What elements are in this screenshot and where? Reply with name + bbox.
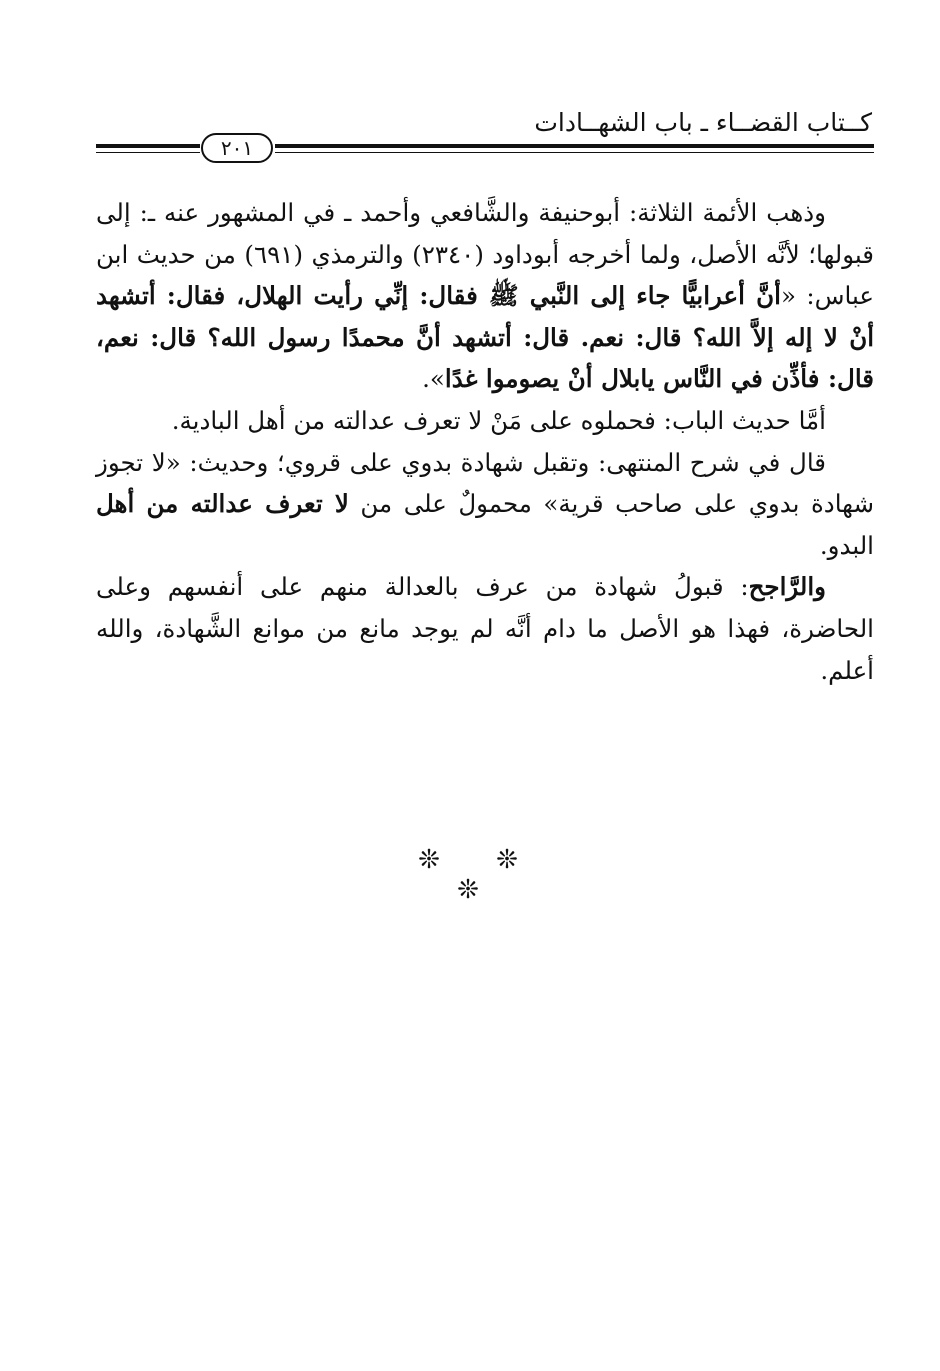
paragraph-3-bold: لا تعرف عدالته من أهل — [96, 489, 349, 519]
paragraph-3 — [96, 442, 874, 567]
paragraph-3-end: البدو. — [819, 530, 874, 560]
preferred-opinion-text: : قبولُ شهادة من عرف بالعدالة منهم على أنفسهم وعلى الحاضرة، فهذا هو الأصل ما دام أنَّه لم يوجد مانع من موانع الشَّهادة، والله أعلم. — [96, 572, 874, 685]
header-rule-right — [275, 144, 874, 153]
paragraph-3-intro: قال في شرح المنتهى: وتقبل شهادة بدوي على قروي؛ وحديث: «لا تجوز شهادة بدوي على صاحب قرية» محمولٌ على من — [96, 447, 874, 519]
section-separator-stars: ❊ ❊ ❊ — [418, 845, 542, 905]
body-text — [96, 192, 874, 691]
paragraph-1 — [96, 192, 874, 400]
paragraph-4 — [96, 566, 874, 691]
header-rule-left — [96, 144, 200, 153]
hadith-quote: أنَّ أعرابيًّا جاء إلى النَّبي ﷺ فقال: إنِّي رأيت الهلال، فقال: أتشهد أنْ لا إله إلاَّ الله؟ قال: نعم. قال: أتشهد أنَّ محمدًا رسول الله؟ قال: نعم، قال: فأذِّن في النَّاس يابلال أنْ يصوموا غدًا — [96, 281, 874, 394]
running-title: كــتاب القضــاء ـ باب الشهــادات — [534, 108, 872, 137]
paragraph-2: أمَّا حديث الباب: فحملوه على مَنْ لا تعرف عدالته من أهل البادية. — [171, 405, 826, 435]
page-number: ٢٠١ — [201, 133, 273, 163]
paragraph-1-end: ». — [422, 364, 445, 394]
paragraph-1-intro: وذهب الأئمة الثلاثة: أبوحنيفة والشَّافعي وأحمد ـ في المشهور عنه ـ: إلى قبولها؛ لأنَّه الأصل، ولما أخرجه أبوداود (٢٣٤٠) والترمذي (٦٩١) من حديث ابن عباس: « — [96, 198, 874, 311]
preferred-opinion-label: والرَّاجح — [748, 572, 826, 602]
